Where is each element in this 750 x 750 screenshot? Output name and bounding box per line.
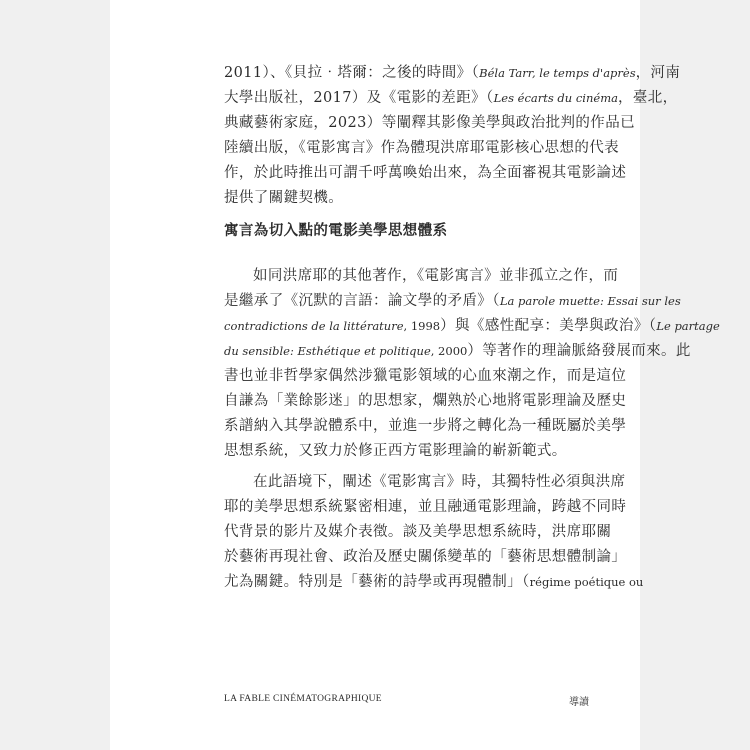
text-run: 陸續出版，《電影寓言》作為體現洪席耶電影核心思想的代表 <box>224 140 620 156</box>
text-line <box>224 111 635 136</box>
italic-title: contradictions de la littérature <box>224 319 404 333</box>
text-line <box>224 495 627 520</box>
italic-title: Les écarts du cinéma <box>493 91 618 105</box>
text-run: 典藏藝術家庭，2023）等闡釋其影像美學與政治批判的作品已 <box>224 115 635 131</box>
text-line <box>224 136 620 161</box>
italic-title: du sensible: Esthétique et politique <box>224 344 431 358</box>
text-line <box>224 570 644 595</box>
text-run: ，河南 <box>635 65 681 81</box>
paragraph-2 <box>224 264 720 464</box>
text-run: 是繼承了《沉默的言語：論文學的矛盾》（ <box>224 293 500 309</box>
text-line <box>224 439 589 464</box>
text-run: 提供了關鍵契機。 <box>224 190 344 206</box>
paragraph-3 <box>224 470 644 595</box>
text-run: 作，於此時推出可謂千呼萬喚始出來，為全面審視其電影論述 <box>224 165 627 181</box>
latin-text: , 2000 <box>430 344 468 358</box>
running-footer-title: LA FABLE CINÉMATOGRAPHIQUE <box>224 694 382 704</box>
text-line <box>224 339 691 364</box>
text-line <box>224 86 678 111</box>
text-run: 於藝術再現社會、政治及歷史關係變革的「藝術思想體制論」 <box>224 549 627 565</box>
text-run: 書也並非哲學家偶然涉獵電影領域的心血來潮之作，而是這位 <box>224 368 627 384</box>
text-line <box>224 186 589 211</box>
text-run: 在此語境下，闡述《電影寓言》時，其獨特性必須與洪席 <box>253 474 626 490</box>
running-footer-section: 導讀 <box>569 697 589 708</box>
text-line <box>224 289 681 314</box>
text-line <box>224 414 627 439</box>
section-heading: 寓言為切入點的電影美學思想體系 <box>224 222 448 239</box>
text-run: 系譜納入其學說體系中，並進一步將之轉化為一種既屬於美學 <box>224 418 627 434</box>
text-run: ）等著作的理論脈絡發展而來。此 <box>467 343 691 359</box>
text-run: 如同洪席耶的其他著作，《電影寓言》並非孤立之作，而 <box>253 268 619 284</box>
text-line <box>224 389 627 414</box>
text-line <box>224 545 627 570</box>
paragraph-1 <box>224 61 681 211</box>
text-run: ）與《感性配享：美學與政治》（ <box>440 318 657 334</box>
latin-text: , 1998 <box>403 319 441 333</box>
italic-title: Le partage <box>656 319 720 333</box>
latin-text: régime poétique ou <box>529 575 644 589</box>
text-run: 2011）、《貝拉‧塔爾：之後的時間》（ <box>224 65 480 81</box>
italic-title: Béla Tarr, le temps d'après <box>479 66 636 80</box>
italic-title: La parole muette: Essai sur les <box>499 294 681 308</box>
text-run: 大學出版社，2017）及《電影的差距》（ <box>224 90 494 106</box>
text-run: 尤為關鍵。特別是「藝術的詩學或再現體制」（ <box>224 574 530 590</box>
text-run: 耶的美學思想系統緊密相連，並且融通電影理論，跨越不同時 <box>224 499 627 515</box>
text-run: ，臺北， <box>617 90 678 106</box>
text-line <box>224 61 681 86</box>
text-line <box>224 161 627 186</box>
text-line <box>224 470 626 495</box>
text-line <box>224 264 619 289</box>
text-line <box>224 314 720 339</box>
text-run: 代背景的影片及媒介表徵。談及美學思想系統時，洪席耶關 <box>224 524 612 540</box>
text-run: 自謙為「業餘影迷」的思想家，爛熟於心地將電影理論及歷史 <box>224 393 627 409</box>
text-run: 思想系統，又致力於修正西方電影理論的嶄新範式。 <box>224 443 567 459</box>
text-line <box>224 520 612 545</box>
text-line <box>224 364 627 389</box>
